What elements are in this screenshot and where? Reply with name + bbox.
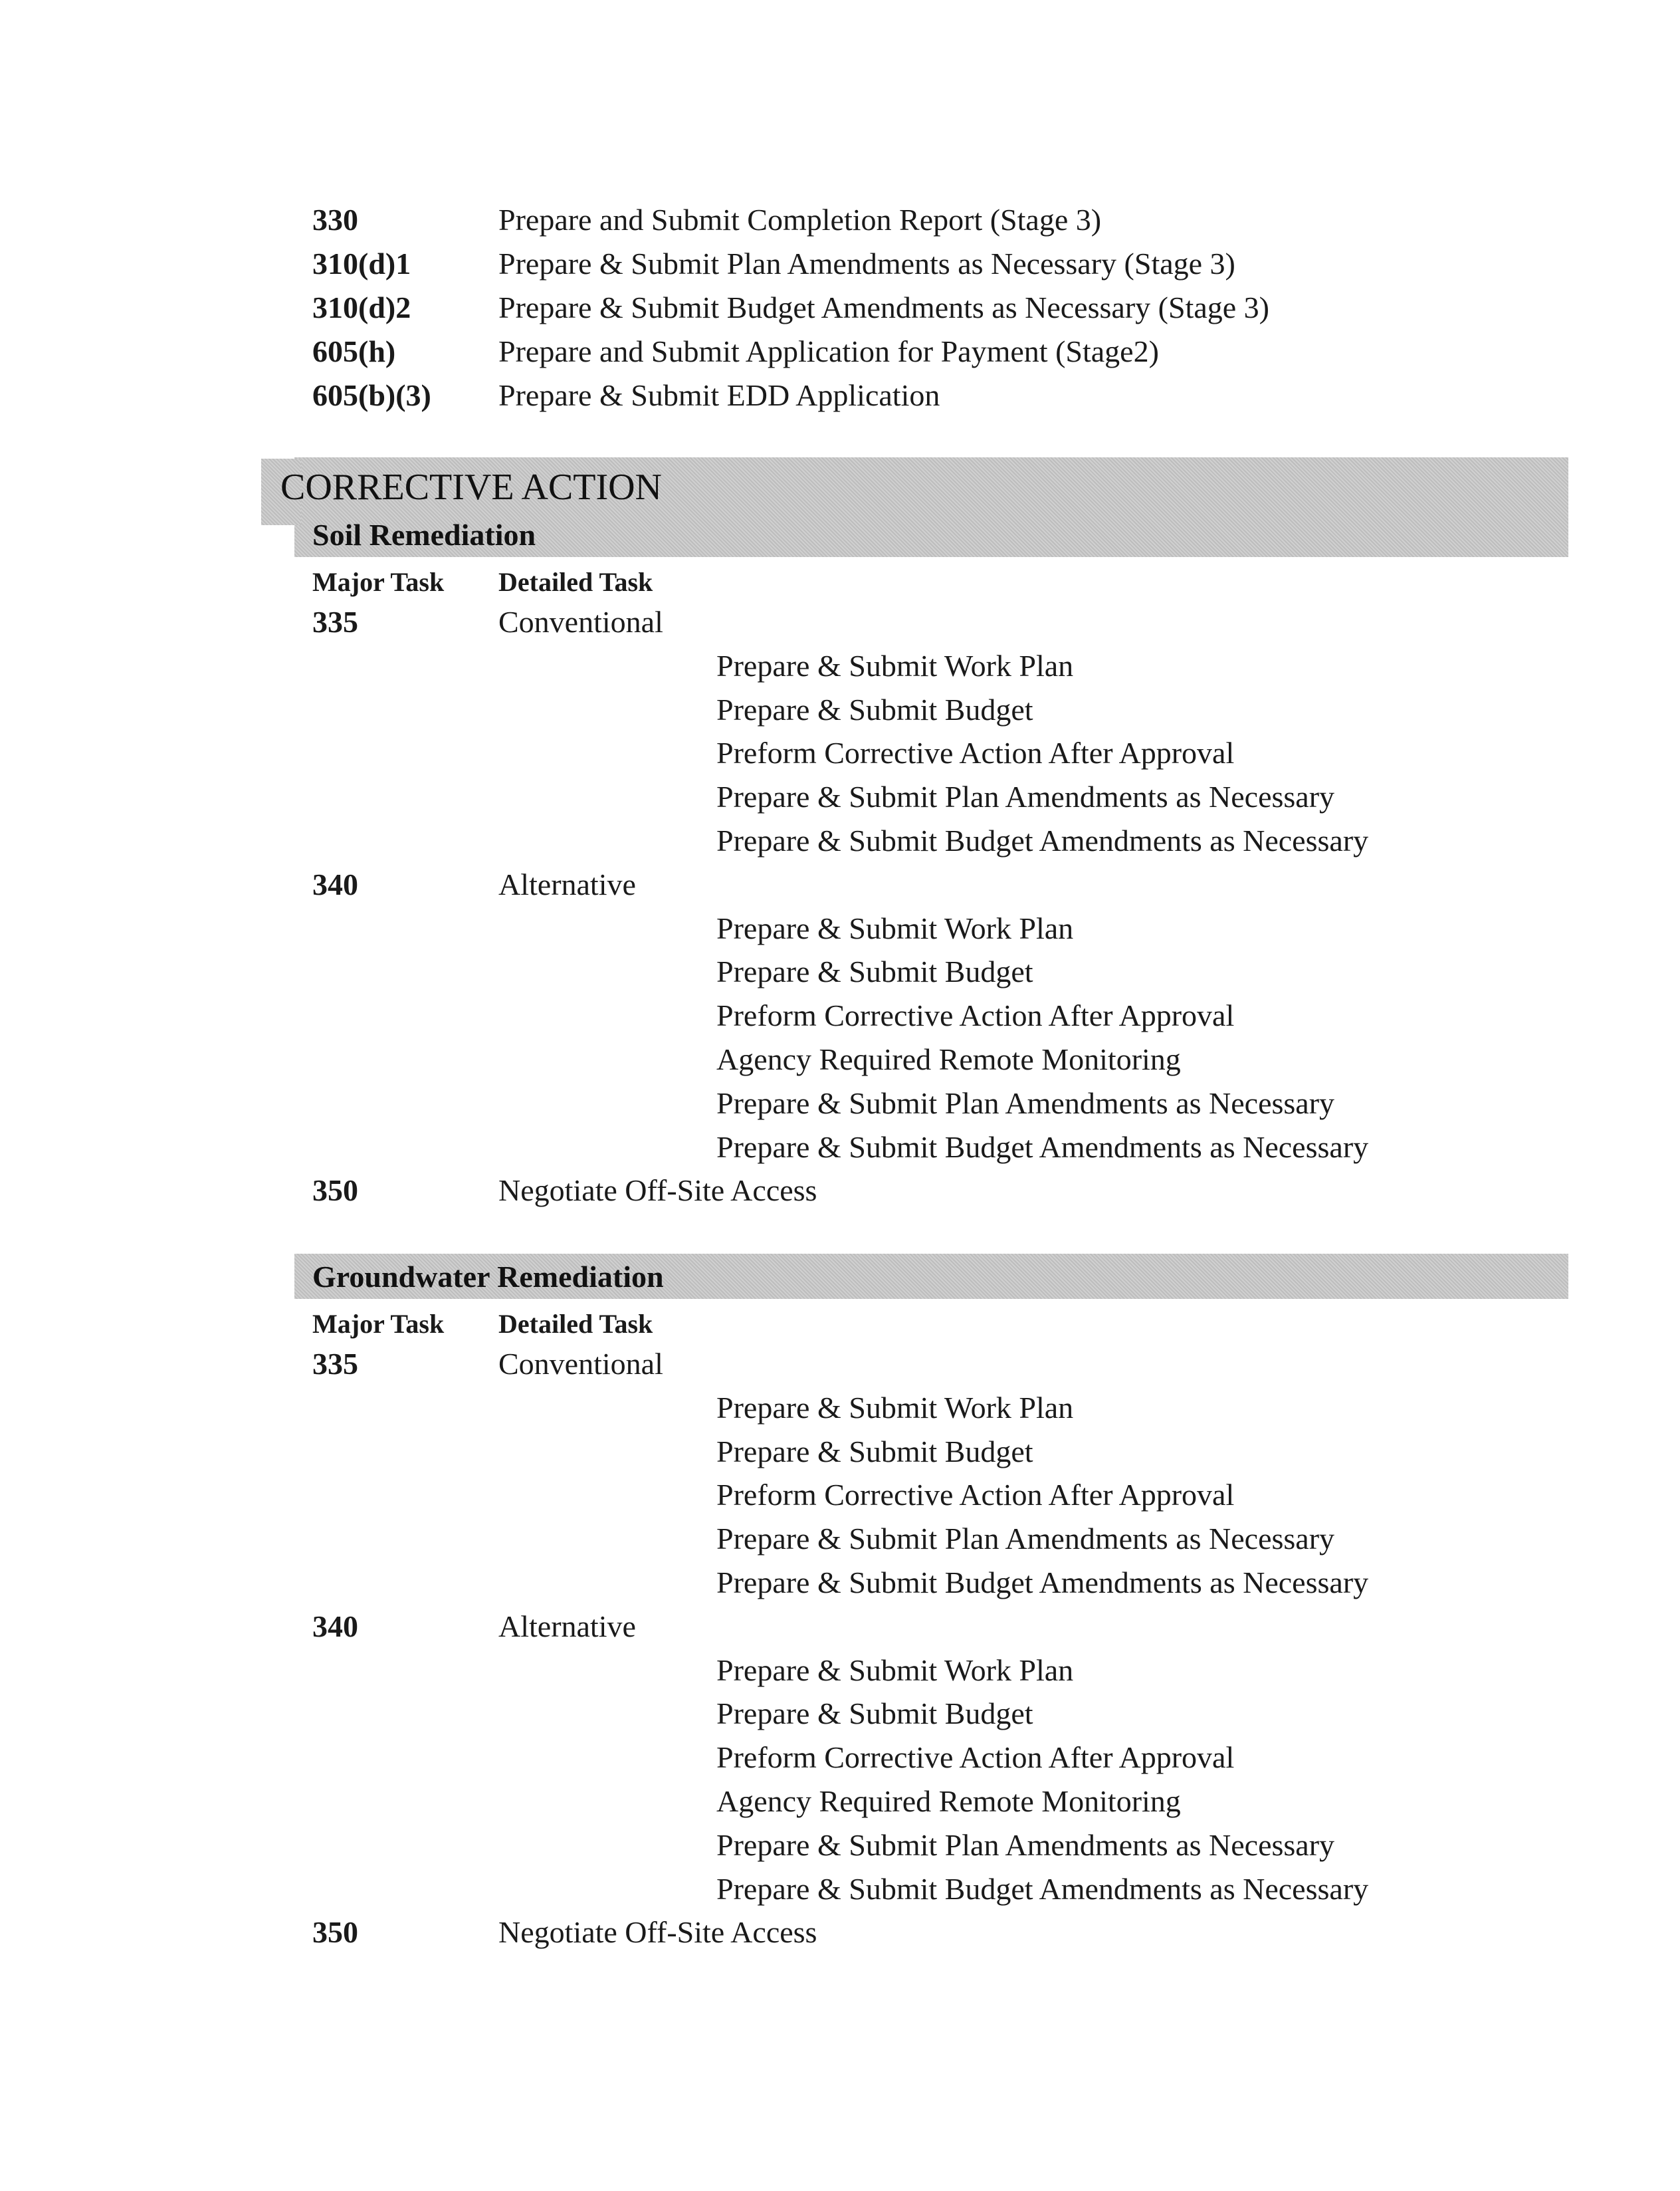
detailed-task-description: Prepare & Submit Budget (716, 1434, 1033, 1468)
detailed-task-description: Prepare & Submit Plan Amendments as Necessary (716, 1086, 1335, 1120)
major-task-description: Alternative (498, 1609, 636, 1643)
major-task-code: 350 (312, 1173, 358, 1208)
major-task-header: Major Task (312, 1309, 445, 1339)
detailed-task-description: Agency Required Remote Monitoring (716, 1042, 1181, 1076)
major-task-code: 340 (312, 867, 358, 901)
detailed-task-description: Prepare & Submit Work Plan (716, 911, 1074, 945)
task-description: Prepare & Submit Plan Amendments as Necessary (Stage 3) (498, 247, 1235, 281)
detailed-task-description: Prepare & Submit Plan Amendments as Necessary (716, 1827, 1335, 1862)
detailed-task-description: Prepare & Submit Budget (716, 692, 1033, 727)
detailed-task-description: Prepare & Submit Budget (716, 955, 1033, 989)
task-description: Prepare & Submit Budget Amendments as Necessary (Stage 3) (498, 290, 1269, 324)
soil-remediation-title: Soil Remediation (312, 518, 536, 552)
detailed-task-description: Prepare & Submit Budget Amendments as Necessary (716, 1871, 1369, 1906)
major-task-code: 335 (312, 605, 358, 639)
detailed-task-description: Prepare & Submit Work Plan (716, 648, 1074, 683)
task-code: 605(b)(3) (312, 378, 431, 412)
task-code: 310(d)2 (312, 290, 411, 324)
task-description: Prepare and Submit Completion Report (Stage 3) (498, 203, 1102, 237)
detailed-task-description: Prepare & Submit Budget Amendments as Necessary (716, 1129, 1369, 1164)
major-task-description: Conventional (498, 605, 663, 639)
detailed-task-description: Prepare & Submit Work Plan (716, 1653, 1074, 1687)
major-task-header: Major Task (312, 567, 445, 597)
major-task-code: 335 (312, 1347, 358, 1381)
section-title: CORRECTIVE ACTION (280, 467, 662, 508)
detailed-task-description: Preform Corrective Action After Approval (716, 998, 1235, 1033)
detailed-task-header: Detailed Task (498, 1309, 653, 1339)
detailed-task-description: Prepare & Submit Plan Amendments as Necessary (716, 1522, 1335, 1556)
detailed-task-description: Preform Corrective Action After Approval (716, 736, 1235, 770)
major-task-description: Alternative (498, 867, 636, 901)
detailed-task-description: Prepare & Submit Plan Amendments as Necessary (716, 780, 1335, 814)
task-description: Prepare and Submit Application for Payment (Stage2) (498, 334, 1159, 368)
major-task-description: Negotiate Off-Site Access (498, 1915, 817, 1950)
major-task-code: 350 (312, 1915, 358, 1950)
groundwater-remediation-title: Groundwater Remediation (312, 1260, 664, 1294)
major-task-description: Conventional (498, 1347, 663, 1381)
detailed-task-description: Preform Corrective Action After Approval (716, 1740, 1235, 1775)
detailed-task-description: Agency Required Remote Monitoring (716, 1784, 1181, 1818)
task-code: 330 (312, 203, 358, 237)
task-code: 310(d)1 (312, 247, 411, 281)
major-task-code: 340 (312, 1609, 358, 1643)
detailed-task-header: Detailed Task (498, 567, 653, 597)
detailed-task-description: Prepare & Submit Budget (716, 1696, 1033, 1731)
detailed-task-description: Preform Corrective Action After Approval (716, 1478, 1235, 1512)
detailed-task-description: Prepare & Submit Budget Amendments as Necessary (716, 1565, 1369, 1599)
task-description: Prepare & Submit EDD Application (498, 378, 940, 412)
major-task-description: Negotiate Off-Site Access (498, 1173, 817, 1208)
detailed-task-description: Prepare & Submit Work Plan (716, 1390, 1074, 1425)
task-code: 605(h) (312, 334, 396, 368)
detailed-task-description: Prepare & Submit Budget Amendments as Necessary (716, 824, 1369, 858)
